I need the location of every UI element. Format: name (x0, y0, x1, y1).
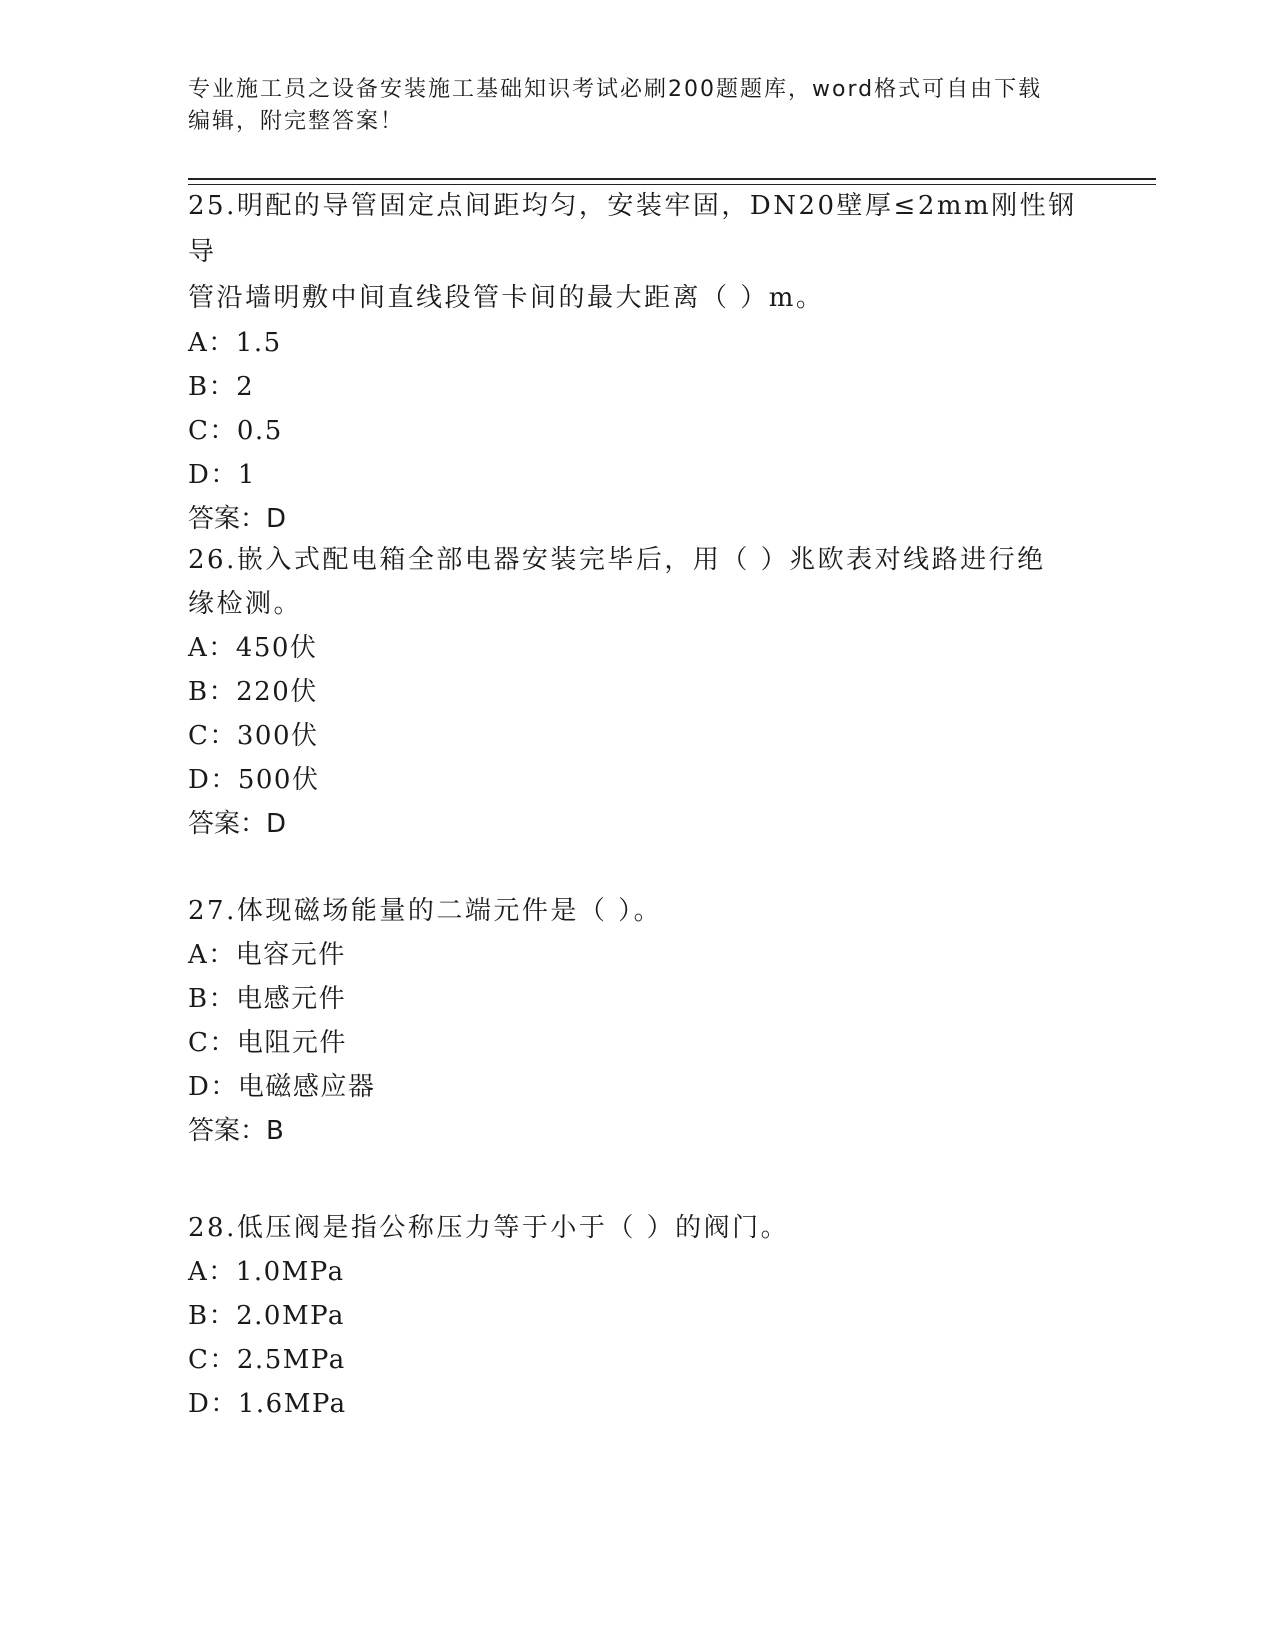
option-a: A：1.0MPa (188, 1257, 345, 1287)
question-27 (188, 889, 1088, 1153)
option-a: A：电容元件 (188, 940, 346, 970)
option-d: D：1.6MPa (188, 1389, 347, 1419)
option-c: C：电阻元件 (188, 1028, 347, 1058)
header-line-2: 编辑，附完整答案！ (188, 109, 405, 134)
option-c: C：300伏 (188, 721, 319, 751)
question-stem-line: 28.低压阀是指公称压力等于小于（ ）的阀门。 (188, 1213, 790, 1243)
option-c: C：2.5MPa (188, 1345, 346, 1375)
question-stem-line: 管沿墙明敷中间直线段管卡间的最大距离（ ）m。 (188, 283, 825, 313)
option-a: A：1.5 (188, 328, 282, 358)
option-d: D：1 (188, 460, 256, 490)
option-b: B：220伏 (188, 677, 318, 707)
option-d: D：电磁感应器 (188, 1072, 376, 1102)
option-b: B：2 (188, 372, 255, 402)
question-stem-line: 缘检测。 (188, 589, 303, 619)
question-stem-line: 26.嵌入式配电箱全部电器安装完毕后，用（ ）兆欧表对线路进行绝 (188, 545, 1046, 575)
question-26 (188, 538, 1088, 846)
question-stem-line: 25.明配的导管固定点间距均匀，安装牢固，DN20壁厚≤2mm刚性钢导 (188, 191, 1077, 267)
option-c: C：0.5 (188, 416, 283, 446)
header-line-1: 专业施工员之设备安装施工基础知识考试必刷200题题库，word格式可自由下载 (188, 77, 1043, 102)
option-b: B：电感元件 (188, 984, 347, 1014)
answer: 答案：B (188, 1116, 284, 1146)
option-a: A：450伏 (188, 633, 318, 663)
answer: 答案：D (188, 504, 287, 534)
option-d: D：500伏 (188, 765, 320, 795)
answer: 答案：D (188, 809, 287, 839)
header-divider-thick (188, 178, 1156, 180)
option-b: B：2.0MPa (188, 1301, 345, 1331)
question-stem-line: 27.体现磁场能量的二端元件是（ ）。 (188, 896, 663, 926)
document-header (188, 74, 1088, 138)
question-28 (188, 1206, 1088, 1426)
question-25 (188, 183, 1088, 541)
